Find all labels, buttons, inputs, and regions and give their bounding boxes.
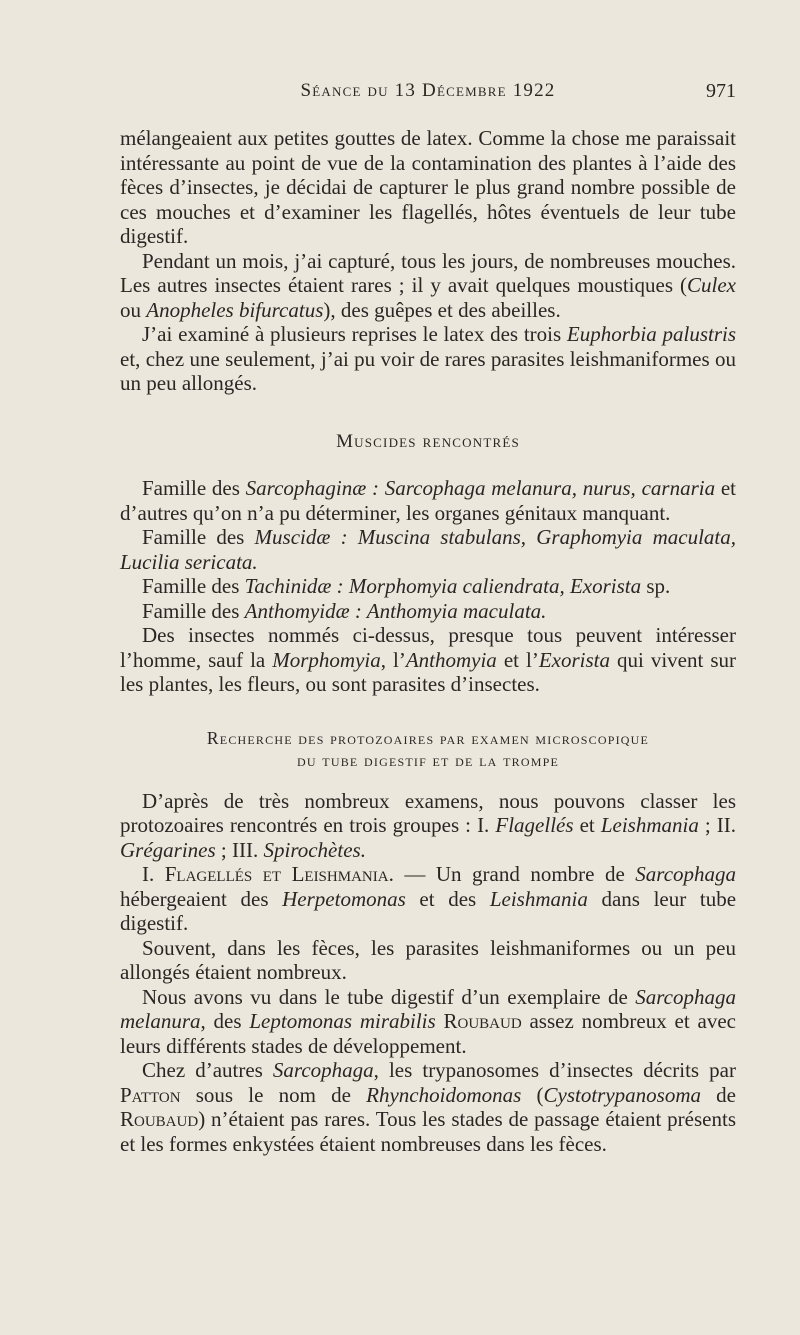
section-title: Muscides rencontrés [336,430,520,452]
paragraph: Famille des Muscidæ : Muscina stabulans, Graphomyia maculata, Lucilia sericata. [120,525,736,574]
paragraph: Famille des Sarcophaginæ : Sarcophaga melanura, nurus, carnaria et d’autres qu’on n’a pu déterminer, les organes génitaux manquant. [120,476,736,525]
paragraph: Nous avons vu dans le tube digestif d’un exemplaire de Sarcophaga melanura, des Leptomonas mirabilis Roubaud assez nombreux et avec leurs différents stades de développement. [120,984,736,1058]
paragraph: Famille des Tachinidæ : Morphomyia caliendrata, Exorista sp. [142,574,671,598]
paragraph: mélangeaient aux petites gouttes de latex. Comme la chose me paraissait intéressante au point de vue de la contamination des plantes à l’aide des fèces d’insectes, je décidai de capturer le plus grand nombre possible de ces mouches et d’examiner les flagellés, hôtes éventuels de leur tube digestif. [120,126,736,248]
page-number: 971 [706,80,736,102]
running-head: Séance du 13 Décembre 1922 [300,80,556,101]
paragraph: J’ai examiné à plusieurs reprises le latex des trois Euphorbia palustris et, chez une seulement, j’ai pu voir de rares parasites leishmaniformes ou un peu allongés. [120,322,737,395]
paragraph: I. Flagellés et Leishmania. — Un grand nombre de Sarcophaga hébergeaient des Herpetomonas et des Leishmania dans leur tube digestif. [120,862,737,935]
body-text [120,126,736,1156]
paragraph: Chez d’autres Sarcophaga, les trypanosomes d’insectes décrits par Patton sous le nom de Rhynchoidomonas (Cystotrypanosoma de Roubaud) n’étaient pas rares. Tous les stades de passage étaient présents et les formes enkystées étaient nombreuses dans les fèces. [120,1058,737,1156]
paragraph: Des insectes nommés ci-dessus, presque tous peuvent intéresser l’homme, sauf la Morphomyia, l’Anthomyia et l’Exorista qui vivent sur les plantes, les fleurs, ou sont parasites d’insectes. [120,623,736,696]
paragraph: D’après de très nombreux examens, nous pouvons classer les protozoaires rencontrés en trois groupes : I. Flagellés et Leishmania ; II. Grégarines ; III. Spirochètes. [120,788,737,862]
section-title: Recherche des protozoaires par examen microscopique du tube digestif et de la trompe [206,727,650,770]
paragraph: Famille des Anthomyidæ : Anthomyia maculata. [142,598,547,623]
paragraph: Souvent, dans les fèces, les parasites leishmaniformes ou un peu allongés étaient nombreux. [120,935,736,984]
paragraph: Pendant un mois, j’ai capturé, tous les jours, de nombreuses mouches. Les autres insectes étaient rares ; il y avait quelques moustiques (Culex ou Anopheles bifurcatus), des guêpes et des abeilles. [120,248,736,322]
page-header [120,80,736,110]
